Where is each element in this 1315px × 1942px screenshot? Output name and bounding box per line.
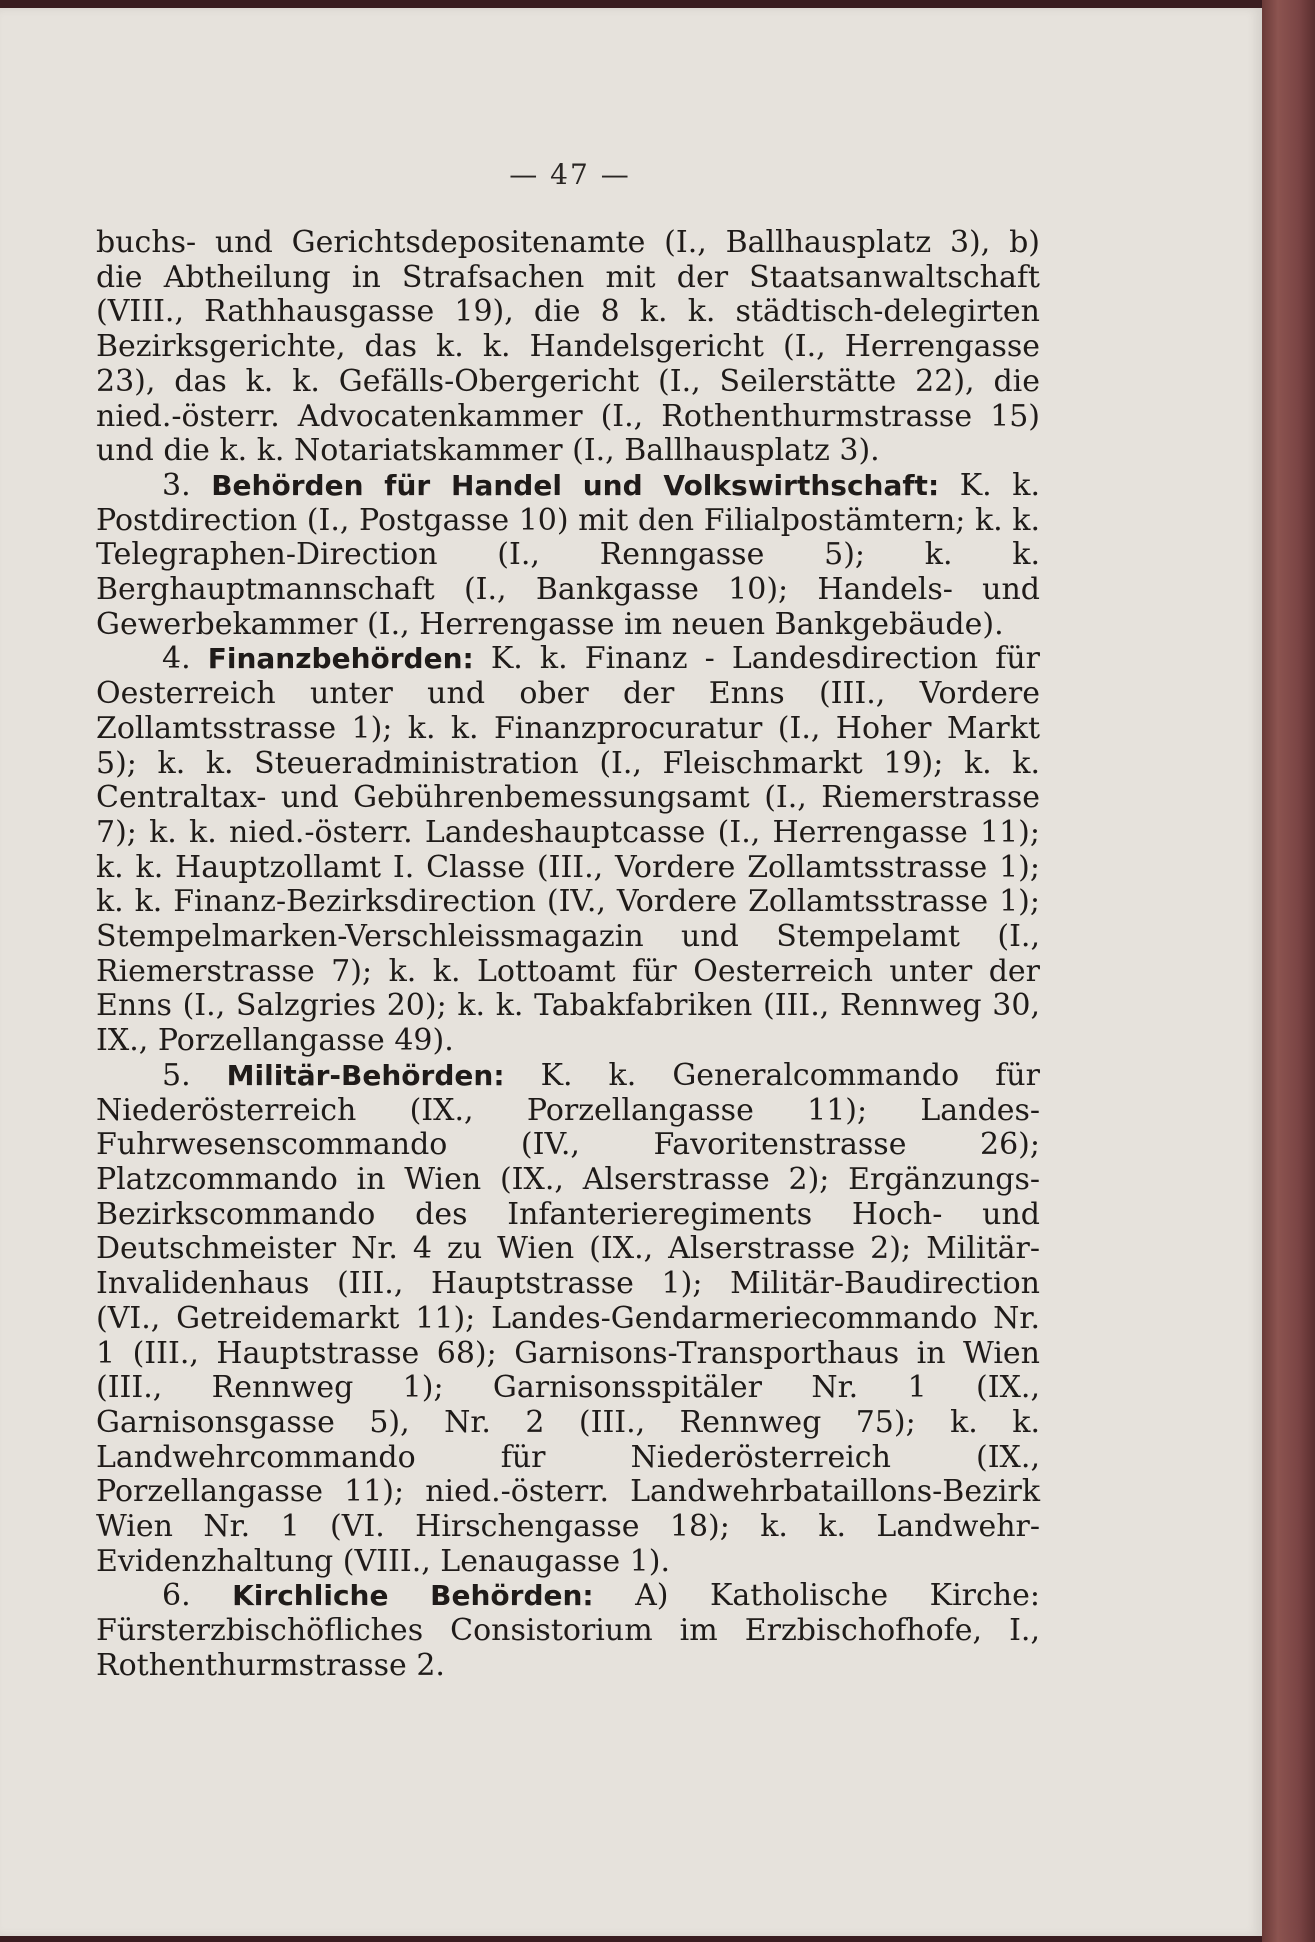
section-5-paragraph <box>96 1059 1040 1580</box>
book-binding <box>1262 0 1315 1942</box>
book-page <box>0 8 1262 1936</box>
section-number: 4. <box>162 641 191 677</box>
section-heading: Behörden für Handel und Volkswirthschaft: <box>211 468 940 502</box>
paragraph-continuation <box>96 226 1040 469</box>
paragraph-text: K. k. Finanz - Landesdirection für Oesterreich unter und ober der Enns (III., Vordere Zollamtsstrasse 1); k. k. Finanzprocuratur (I., Hoher Markt 5); k. k. Steueradministration (I., Fleischmarkt 19); k. k. Centraltax- und Gebührenbemessungsamt (I., Riemerstrasse 7); k. k. nied.-österr. Landeshauptcasse (I., Herrengasse 11); k. k. Hauptzollamt I. Classe (III., Vordere Zollamtsstrasse 1); k. k. Finanz-Bezirksdirection (IV., Vordere Zollamtsstrasse 1); Stempelmarken-Verschleissmagazin und Stempelamt (I., Riemerstrasse 7); k. k. Lottoamt für Oesterreich unter der Enns (I., Salzgries 20); k. k. Tabakfabriken (III., Rennweg 30, IX., Porzellangasse 49). <box>96 641 1040 1059</box>
page-number: — 47 — <box>509 158 631 191</box>
section-4-paragraph <box>96 642 1040 1058</box>
page-text <box>96 226 1040 1684</box>
paragraph-text: A) Katholische Kirche: Fürsterzbischöfliches Consistorium im Erzbischofhofe, I., Rothenthurmstrasse 2. <box>96 1578 1040 1683</box>
section-number: 3. <box>162 467 191 503</box>
section-3-paragraph <box>96 469 1040 643</box>
section-6-paragraph <box>96 1579 1040 1683</box>
section-heading: Militär-Behörden: <box>226 1058 505 1092</box>
section-number: 6. <box>162 1578 191 1614</box>
section-heading: Finanzbehörden: <box>207 642 474 676</box>
paragraph-text: K. k. Postdirection (I., Postgasse 10) mit den Filialpostämtern; k. k. Telegraphen-Direction (I., Renngasse 5); k. k. Berghauptmannschaft (I., Bankgasse 10); Handels- und Gewerbekammer (I., Herrengasse im neuen Bankgebäude). <box>96 467 1040 642</box>
section-number: 5. <box>162 1057 191 1093</box>
paragraph-text: buchs- und Gerichtsdepositenamte (I., Ballhausplatz 3), b) die Abtheilung in Strafsachen mit der Staatsanwaltschaft (VIII., Rathhausgasse 19), die 8 k. k. städtisch-delegirten Bezirksgerichte, das k. k. Handelsgericht (I., Herrengasse 23), das k. k. Gefälls-Obergericht (I., Seilerstätte 22), die nied.-österr. Advocatenkammer (I., Rothenthurmstrasse 15) und die k. k. Notariatskammer (I., Ballhausplatz 3). <box>96 225 1040 469</box>
section-heading: Kirchliche Behörden: <box>232 1579 594 1613</box>
paragraph-text: K. k. Generalcommando für Niederösterreich (IX., Porzellangasse 11); Landes-Fuhrwesenscommando (IV., Favoritenstrasse 26); Platzcommando in Wien (IX., Alserstrasse 2); Ergänzungs-Bezirkscommando des Infanterieregiments Hoch- und Deutschmeister Nr. 4 zu Wien (IX., Alserstrasse 2); Militär-Invalidenhaus (III., Hauptstrasse 1); Militär-Baudirection (VI., Getreidemarkt 11); Landes-Gendarmeriecommando Nr. 1 (III., Hauptstrasse 68); Garnisons-Transporthaus in Wien (III., Rennweg 1); Garnisonsspitäler Nr. 1 (IX., Garnisonsgasse 5), Nr. 2 (III., Rennweg 75); k. k. Landwehrcommando für Niederösterreich (IX., Porzellangasse 11); nied.-österr. Landwehrbataillons-Bezirk Wien Nr. 1 (VI. Hirschengasse 18); k. k. Landwehr-Evidenzhaltung (VIII., Lenaugasse 1). <box>96 1057 1040 1579</box>
